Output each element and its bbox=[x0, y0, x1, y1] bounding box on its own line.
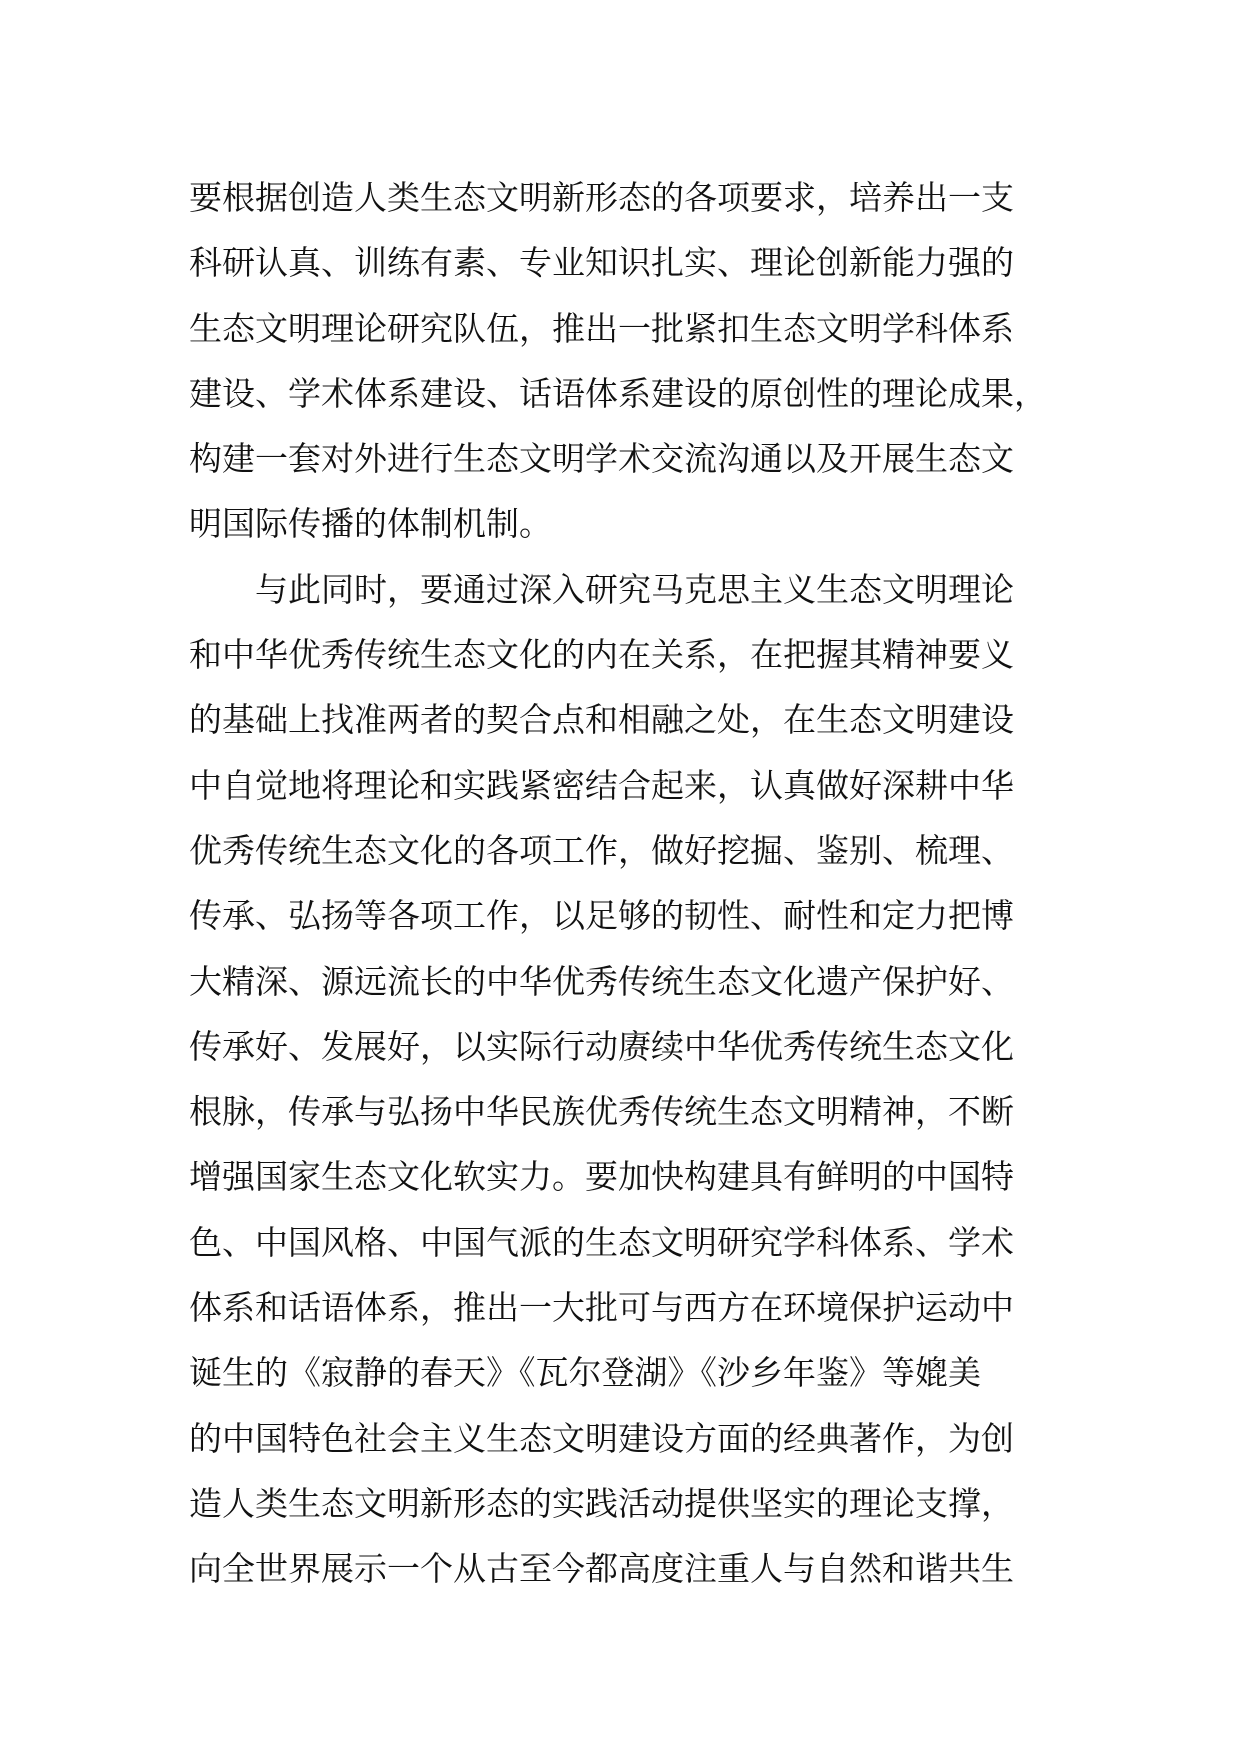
text-line: 体系和话语体系，推出一大批可与西方在环境保护运动中 bbox=[189, 1288, 1014, 1328]
text-line: 建设、学术体系建设、话语体系建设的原创性的理论成果， bbox=[189, 373, 1047, 413]
text-line: 和中华优秀传统生态文化的内在关系，在把握其精神要义 bbox=[189, 635, 1014, 675]
text-line: 与此同时，要通过深入研究马克思主义生态文明理论 bbox=[189, 569, 1014, 609]
text-line: 的中国特色社会主义生态文明建设方面的经典著作，为创 bbox=[189, 1418, 1014, 1458]
text-line: 色、中国风格、中国气派的生态文明研究学科体系、学术 bbox=[189, 1222, 1014, 1262]
text-line: 的基础上找准两者的契合点和相融之处，在生态文明建设 bbox=[189, 700, 1014, 740]
text-line: 传承、弘扬等各项工作，以足够的韧性、耐性和定力把博 bbox=[189, 896, 1014, 936]
text-line: 科研认真、训练有素、专业知识扎实、理论创新能力强的 bbox=[189, 243, 1014, 283]
text-line: 造人类生态文明新形态的实践活动提供坚实的理论支撑， bbox=[189, 1483, 1014, 1523]
text-line: 优秀传统生态文化的各项工作，做好挖掘、鉴别、梳理、 bbox=[189, 830, 1014, 870]
text-line: 大精深、源远流长的中华优秀传统生态文化遗产保护好、 bbox=[189, 961, 1014, 1001]
body-text bbox=[189, 165, 1069, 1602]
text-line: 明国际传播的体制机制。 bbox=[189, 504, 552, 544]
text-line: 生态文明理论研究队伍，推出一批紧扣生态文明学科体系 bbox=[189, 308, 1014, 348]
text-line: 传承好、发展好，以实际行动赓续中华优秀传统生态文化 bbox=[189, 1026, 1014, 1066]
text-line: 中自觉地将理论和实践紧密结合起来，认真做好深耕中华 bbox=[189, 765, 1014, 805]
text-line: 向全世界展示一个从古至今都高度注重人与自然和谐共生 bbox=[189, 1549, 1014, 1589]
text-line: 增强国家生态文化软实力。要加快构建具有鲜明的中国特 bbox=[189, 1157, 1014, 1197]
text-line: 要根据创造人类生态文明新形态的各项要求，培养出一支 bbox=[189, 178, 1014, 217]
text-line: 根脉，传承与弘扬中华民族优秀传统生态文明精神，不断 bbox=[189, 1092, 1014, 1132]
text-line: 诞生的《寂静的春天》《瓦尔登湖》《沙乡年鉴》等媲美 bbox=[189, 1353, 981, 1393]
text-line: 构建一套对外进行生态文明学术交流沟通以及开展生态文 bbox=[189, 439, 1014, 479]
